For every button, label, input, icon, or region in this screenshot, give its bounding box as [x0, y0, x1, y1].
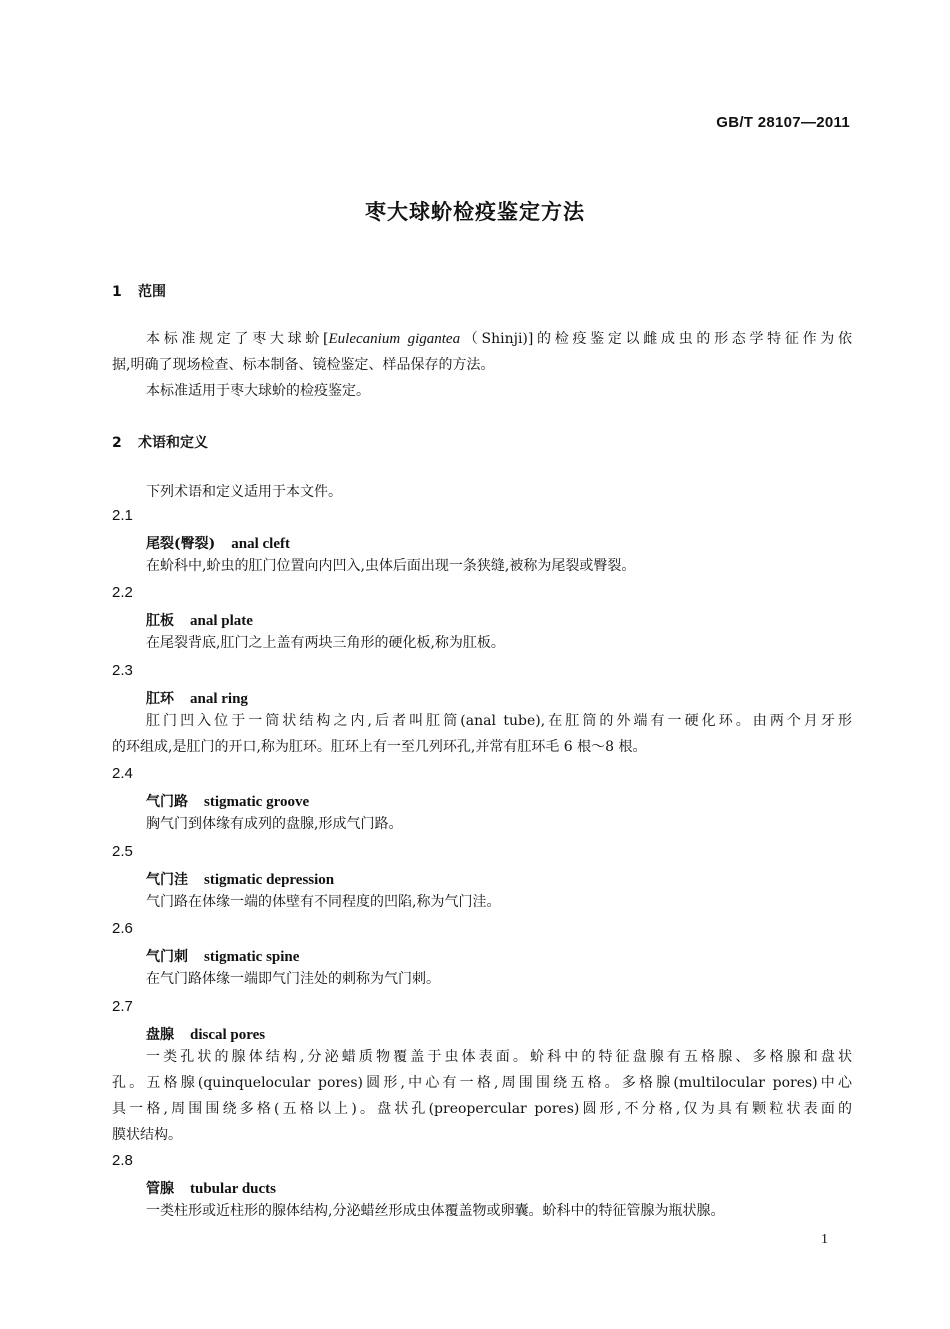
definition-line: 在尾裂背底,肛门之上盖有两块三角形的硬化板,称为肛板。	[146, 635, 505, 651]
term-chinese: 肛板	[146, 613, 174, 629]
definition-line: 具一格,周围围绕多格(五格以上)。盘状孔(preopercular pores)圆形,不分格,仅为具有颗粒状表面的	[112, 1101, 852, 1117]
section-title: 术语和定义	[138, 435, 208, 451]
clause-number: 2.1	[112, 507, 133, 524]
section-number: 1	[112, 284, 122, 300]
scope-paragraph-line-2: 据,明确了现场检查、标本制备、镜检鉴定、样品保存的方法。	[112, 357, 495, 373]
term-heading	[146, 688, 248, 708]
definition-line: 一类柱形或近柱形的腺体结构,分泌蜡丝形成虫体覆盖物或卵囊。蚧科中的特征管腺为瓶状腺。	[146, 1203, 725, 1219]
clause-number: 2.2	[112, 584, 133, 601]
definition-line: 在蚧科中,蚧虫的肛门位置向内凹入,虫体后面出现一条狭缝,被称为尾裂或臀裂。	[146, 558, 636, 574]
term-heading	[146, 791, 309, 811]
term-english: anal ring	[190, 691, 248, 707]
document-title: 枣大球蚧检疫鉴定方法	[365, 200, 585, 224]
section-number: 2	[112, 435, 122, 451]
term-english: anal plate	[190, 613, 253, 629]
term-heading	[146, 533, 290, 553]
term-chinese: 盘腺	[146, 1027, 174, 1043]
term-chinese: 尾裂(臀裂)	[146, 536, 216, 552]
clause-number: 2.8	[112, 1152, 133, 1169]
definition-line: 气门路在体缘一端的体壁有不同程度的凹陷,称为气门洼。	[146, 894, 501, 910]
term-chinese: 管腺	[146, 1181, 174, 1197]
clause-number: 2.5	[112, 843, 133, 860]
term-english: stigmatic groove	[204, 794, 310, 810]
term-chinese: 气门洼	[146, 872, 188, 888]
term-heading	[146, 946, 299, 966]
term-english: anal cleft	[231, 536, 290, 552]
term-english: discal pores	[190, 1027, 266, 1043]
term-heading	[146, 1178, 276, 1198]
definition-line: 膜状结构。	[112, 1127, 182, 1143]
section-1-heading	[112, 281, 166, 301]
definition-line: 胸气门到体缘有成列的盘腺,形成气门路。	[146, 816, 403, 832]
standard-code: GB/T 28107—2011	[716, 114, 850, 131]
definition-line: 的环组成,是肛门的开口,称为肛环。肛环上有一至几列环孔,并常有肛环毛 6 根～8 根。	[112, 739, 647, 755]
term-chinese: 气门刺	[146, 949, 188, 965]
definition-line: 肛门凹入位于一筒状结构之内,后者叫肛筒(anal tube),在肛筒的外端有一硬化环。由两个月牙形	[146, 713, 852, 729]
term-chinese: 肛环	[146, 691, 174, 707]
text-run: （Shinji)]的检疫鉴定以雌成虫的形态学特征作为依	[460, 331, 852, 347]
term-heading	[146, 1024, 265, 1044]
text-run: 本标准规定了枣大球蚧[	[146, 331, 329, 347]
clause-number: 2.7	[112, 998, 133, 1015]
definition-line: 在气门路体缘一端即气门洼处的刺称为气门刺。	[146, 971, 440, 987]
page-number: 1	[821, 1232, 828, 1247]
term-english: tubular ducts	[190, 1181, 277, 1197]
term-heading	[146, 869, 334, 889]
clause-number: 2.3	[112, 662, 133, 679]
clause-number: 2.6	[112, 920, 133, 937]
section-2-heading	[112, 432, 208, 452]
term-chinese: 气门路	[146, 794, 188, 810]
term-english: stigmatic depression	[204, 872, 335, 888]
species-name: Eulecanium gigantea	[328, 331, 461, 347]
definition-line: 一类孔状的腺体结构,分泌蜡质物覆盖于虫体表面。蚧科中的特征盘腺有五格腺、多格腺和盘状	[146, 1049, 852, 1065]
term-heading	[146, 610, 253, 630]
term-english: stigmatic spine	[204, 949, 300, 965]
terms-intro: 下列术语和定义适用于本文件。	[146, 484, 342, 500]
definition-line: 孔。五格腺(quinquelocular pores)圆形,中心有一格,周围围绕五格。多格腺(multilocular pores)中心	[112, 1075, 852, 1091]
clause-number: 2.4	[112, 765, 133, 782]
scope-paragraph-line-1	[112, 326, 852, 352]
scope-applicability: 本标准适用于枣大球蚧的检疫鉴定。	[146, 383, 370, 399]
section-title: 范围	[138, 284, 166, 300]
